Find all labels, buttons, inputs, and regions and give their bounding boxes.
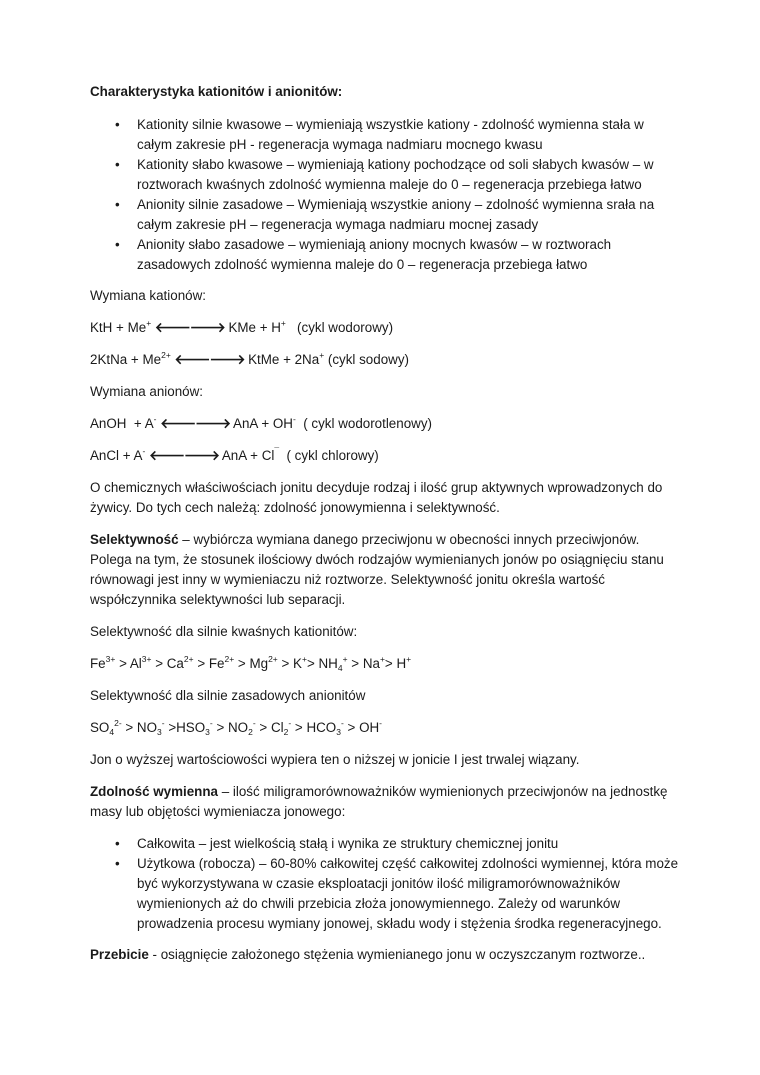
ion-cation_series-3: $Fe^{2+}$ > [208, 654, 250, 671]
list-item: • Użytkowa (robocza) – 60-80% całkowitej część całkowitej zdolności wymiennej, która może być wykorzystywana w czasie eksploatacji jonitów ilość miligramorównoważników wymienionych aż do chwili przebicia złoża jonowymiennego. Zależy od warunków prowadzenia procesu wymiany jonowej, składu wody i stężenia środka regeneracyjnego. [115, 856, 679, 931]
breakthrough-paragraph: Przebicie - osiągnięcie założonego stężenia wymienianego jonu w oczyszczanym roztworze.. [90, 947, 646, 962]
ion-anion_series-6: OH- [359, 718, 382, 735]
ion-cation_series-4: $Mg^{2+}$ > [249, 654, 294, 671]
ion-anion_series-4: $Cl_2^-$ > [270, 718, 307, 737]
selectivity-paragraph: Selektywność – wybiórcza wymiana danego przeciwjonu w obecności innych przeciwjonów. Polega na tym, że stosunek ilościowy dwóch rodzajów wymienianych jonów po osiągnięciu stanu równowagi jest inny w wymieniaczu niż roztworze. Selektywność jonitu określa wartość współczynnika selektywności lub separacji. [90, 532, 664, 607]
anion-series-label: Selektywność dla silnie zasadowych anionitów [90, 688, 366, 703]
anion-equation-chloride: AnCl + A- 🡐🡒 AnA + Cl¯ ( cykl chlorowy) [90, 446, 379, 463]
list-item: • Całkowita – jest wielkością stałą i wynika ze struktury chemicznej jonitu [90, 834, 680, 854]
document-page [90, 82, 680, 977]
selectivity-term: Selektywność [90, 532, 179, 547]
double-arrow-icon: 🡐🡒 [160, 416, 231, 431]
properties-paragraph: O chemicznych właściwościach jonitu decyduje rodzaj i ilość grup aktywnych wprowadzonych do żywicy. Do tych cech należą: zdolność jonowymienna i selektywność. [90, 480, 663, 515]
cation-equation-sodium: 2KtNa + $Me^{2+}$ 🡐🡒 KtMe + 2Na+ (cykl sodowy) [90, 350, 409, 367]
capacity-types-list [90, 834, 680, 934]
capacity-paragraph: Zdolność wymienna – ilość miligramorównoważników wymienionych przeciwjonów na jednostkę masy lub objętości wymieniacza jonowego: [90, 784, 668, 819]
bullet-icon: • [115, 117, 120, 132]
list-item: • Kationity słabo kwasowe – wymieniają kationy pochodzące od soli słabych kwasów – w roztworach kwaśnych zdolność wymienna maleje do 0 – regeneracja przebiega łatwo [115, 157, 654, 192]
breakthrough-term: Przebicie [90, 947, 149, 962]
ion-exchanger-types-list [90, 115, 680, 275]
list-item: • Anionity słabo zasadowe – wymieniają aniony mocnych kwasów – w roztworach zasadowych zdolność wymienna maleje do 0 – regeneracja przebiega łatwo [115, 237, 612, 272]
anion-equation-hydroxide: AnOH + A- 🡐🡒 AnA + OH- ( cykl wodorotlenowy) [90, 414, 432, 431]
ion-cation_series-5: K+> [293, 654, 319, 671]
ion-anion_series-5: $HCO_3^-$ > [306, 718, 360, 737]
valence-note: Jon o wyższej wartościowości wypiera ten o niższej w jonicie I jest trwalej wiązany. [90, 752, 580, 767]
list-item: • Kationity silnie kwasowe – wymieniają wszystkie kationy - zdolność wymienna stała w całym zakresie pH - regeneracja wymaga nadmiaru mocnego kwasu [115, 117, 644, 152]
ion-anion_series-1: $NO_3^-$ > [136, 718, 177, 737]
capacity-term: Zdolność wymienna [90, 784, 218, 799]
ion-cation_series-1: $Al^{3+}$ > [129, 654, 167, 671]
list-item: • Anionity silnie zasadowe – Wymieniają wszystkie aniony – zdolność wymienna srała na całym zakresie pH – regeneracja wymaga nadmiaru mocnej zasady [115, 197, 655, 232]
bullet-icon: • [115, 157, 120, 172]
bullet-icon: • [115, 197, 120, 212]
ion-cation_series-0: $Fe^{3+}$ > [90, 654, 130, 671]
ion-cation_series-7: Na+> [362, 654, 397, 671]
double-arrow-icon: 🡐🡒 [154, 320, 225, 335]
ion-anion_series-3: $NO_2^-$ > [228, 718, 271, 737]
ion-anion_series-2: $HSO_3^-$ > [176, 718, 229, 737]
anion-selectivity-series [90, 718, 680, 738]
double-arrow-icon: 🡐🡒 [149, 448, 219, 463]
bullet-icon: • [115, 856, 120, 871]
cation-selectivity-series [90, 654, 680, 674]
ion-anion_series-0: $SO_4^{2-}$ > [90, 718, 137, 737]
cation-equation-hydrogen: KtH + Me+ 🡐🡒 KMe + H+ (cykl wodorowy) [90, 318, 394, 335]
cation-exchange-label: Wymiana kationów: [90, 288, 206, 303]
bullet-icon: • [115, 237, 120, 252]
bullet-icon: • [115, 836, 120, 851]
double-arrow-icon: 🡐🡒 [174, 352, 245, 367]
page-heading: Charakterystyka kationitów i anionitów: [90, 84, 343, 99]
ion-cation_series-2: $Ca^{2+}$ > [166, 654, 209, 671]
anion-exchange-label: Wymiana anionów: [90, 384, 204, 399]
cation-series-label: Selektywność dla silnie kwaśnych kationitów: [90, 624, 358, 639]
ion-cation_series-8: H+ [396, 654, 412, 671]
ion-cation_series-6: $NH_4^+$ > [318, 654, 363, 673]
